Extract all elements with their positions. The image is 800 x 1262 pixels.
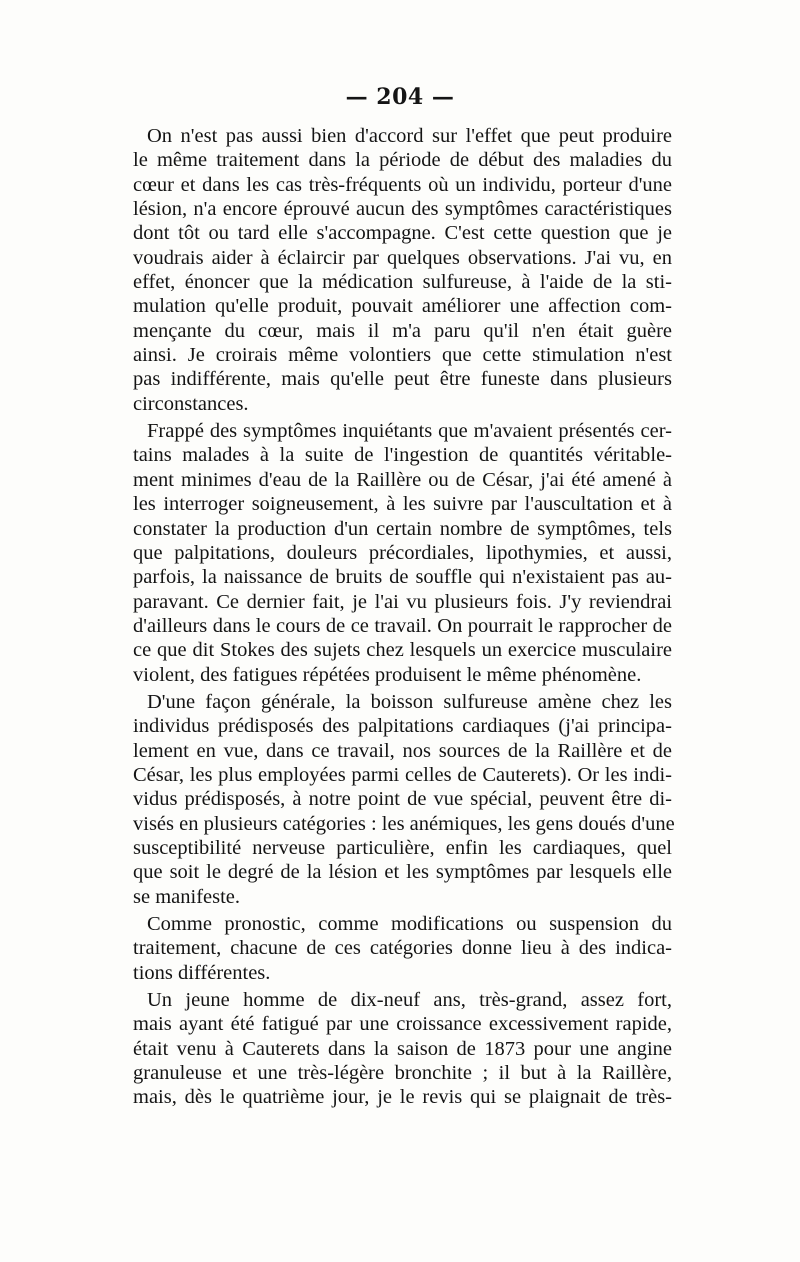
text-line: dont tôt ou tard elle s'accompagne. C'est cette question que je [133,222,672,245]
paragraph-1 [133,124,672,416]
paragraph-5 [133,988,672,1110]
text-line: Frappé des symptômes inquiétants que m'avaient présentés cer- [147,420,672,443]
text-line: tions différentes. [133,961,271,984]
text-line: mulation qu'elle produit, pouvait améliorer une affection com- [133,295,672,318]
text-line: cœur et dans les cas très-fréquents où un individu, porteur d'une [133,173,672,196]
text-line: que soit le degré de la lésion et les symptômes par lesquels elle [133,861,672,884]
text-line: se manifeste. [133,885,241,908]
text-line: le même traitement dans la période de début des maladies du [133,149,672,172]
text-line: était venu à Cauterets dans la saison de 1873 pour une angine [133,1037,672,1060]
paragraph-3 [133,690,675,909]
text-line: parfois, la naissance de bruits de souffle qui n'existaient pas au- [133,566,672,589]
text-line: constater la production d'un certain nombre de symptômes, tels [133,517,672,540]
text-line: visés en plusieurs catégories : les anémiques, les gens doués d'une [133,812,675,835]
text-line: ment minimes d'eau de la Raillère ou de César, j'ai été amené à [133,468,672,491]
text-line: paravant. Ce dernier fait, je l'ai vu plusieurs fois. J'y reviendrai [133,590,672,613]
text-line: individus prédisposés des palpitations cardiaques (j'ai principa- [133,715,672,738]
text-line: circonstances. [133,392,249,415]
text-line: mais, dès le quatrième jour, je le revis qui se plaignait de très- [133,1086,672,1109]
text-line: Un jeune homme de dix-neuf ans, très-grand, assez fort, [147,989,672,1012]
page-number: — 204 — [345,84,455,110]
text-line: violent, des fatigues répétées produisent le même phénomène. [133,663,642,686]
text-line: D'une façon générale, la boisson sulfureuse amène chez les [147,690,672,713]
paragraph-2 [133,419,672,687]
text-line: d'ailleurs dans le cours de ce travail. On pourrait le rapprocher de [133,614,672,637]
text-line: les interroger soigneusement, à les suivre par l'auscultation et à [133,493,672,516]
text-line: César, les plus employées parmi celles de Cauterets). Or les indi- [133,763,672,786]
text-line: ce que dit Stokes des sujets chez lesquels un exercice musculaire [133,639,672,662]
text-body [133,124,675,1110]
text-line: voudrais aider à éclaircir par quelques observations. J'ai vu, en [133,246,672,269]
text-line: susceptibilité nerveuse particulière, enfin les cardiaques, quel [133,836,672,859]
text-line: granuleuse et une très-légère bronchite ; il but à la Raillère, [133,1062,672,1085]
text-line: mais ayant été fatigué par une croissance excessivement rapide, [133,1013,672,1036]
text-line: lésion, n'a encore éprouvé aucun des symptômes caractéristiques [133,198,672,221]
text-line: mençante du cœur, mais il m'a paru qu'il n'en était guère [133,319,672,342]
text-line: On n'est pas aussi bien d'accord sur l'effet que peut produire [147,125,672,147]
text-line: effet, énoncer que la médication sulfureuse, à l'aide de la sti- [133,271,672,294]
paragraph-4 [133,912,672,985]
text-line: que palpitations, douleurs précordiales, lipothymies, et aussi, [133,541,672,564]
text-line: lement en vue, dans ce travail, nos sources de la Raillère et de [133,739,672,762]
text-line: pas indifférente, mais qu'elle peut être funeste dans plusieurs [133,368,672,391]
text-line: traitement, chacune de ces catégories donne lieu à des indica- [133,937,672,960]
text-line: tains malades à la suite de l'ingestion de quantités véritable- [133,444,672,467]
text-line: ainsi. Je croirais même volontiers que cette stimulation n'est [133,344,672,367]
text-line: vidus prédisposés, à notre point de vue spécial, peuvent être di- [133,788,672,811]
text-line: Comme pronostic, comme modifications ou suspension du [147,913,672,935]
